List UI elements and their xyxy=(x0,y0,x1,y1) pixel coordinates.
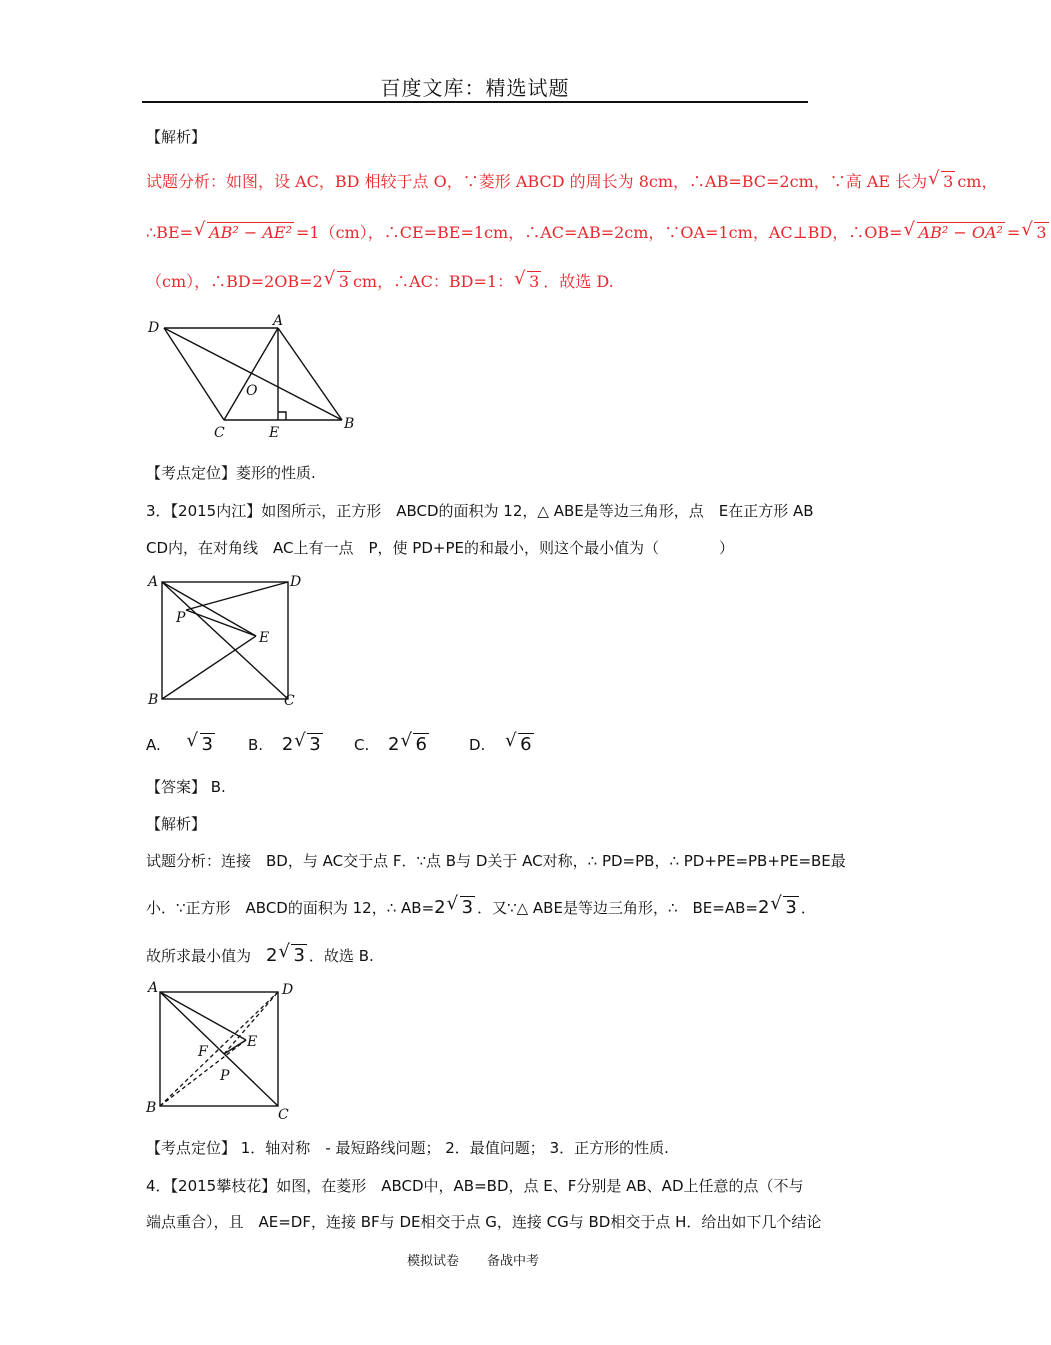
explanation-line-1: 试题分析：连接 BD，与 AC交于点 F．∵点 B与 D关于 AC对称，∴ PD=PB，∴ PD+PE=PB+PE=BE最 xyxy=(146,852,846,870)
segment-pd xyxy=(186,582,288,610)
option-d-value: √ 6 xyxy=(506,733,533,755)
question-3-line-2: CD内，在对角线 AC上有一点 P，使 PD+PE的和最小，则这个最小值为（ ） xyxy=(146,539,734,557)
point-label-a: A xyxy=(148,574,159,590)
right-angle-mark xyxy=(278,412,286,420)
point-label-p: P xyxy=(220,1068,230,1084)
header-divider xyxy=(142,101,808,103)
question-4-line-2: 端点重合），且 AE=DF，连接 BF与 DE相交于点 G，连接 CG与 BD相交于点 H．给出如下几个结论 xyxy=(146,1213,822,1231)
square-solution-figure xyxy=(140,976,310,1126)
footer-left: 模拟试卷 xyxy=(407,1254,460,1269)
point-label-f: F xyxy=(198,1044,208,1060)
knowledge-point-1: 【考点定位】菱形的性质. xyxy=(146,464,316,482)
diagonal-bd xyxy=(164,328,342,420)
answer-line: 【答案】 B. xyxy=(146,778,226,796)
sqrt-3-radical-2: √ 3 xyxy=(1022,222,1048,242)
point-label-d: D xyxy=(290,574,302,590)
explanation-line-3: 故所求最小值为 2√ 3 ．故选 B. xyxy=(146,944,374,966)
sqrt-ab-oa-radical: √ AB² − OA² xyxy=(905,222,1005,242)
solution-line-3: （cm），∴BD=2OB=2√ 3 cm，∴AC：BD=1：√ 3 ．故选 D. xyxy=(146,269,614,292)
sqrt-3-ab: √ 3 xyxy=(448,896,475,918)
option-d: D. √ 6 xyxy=(469,733,536,755)
analysis-label-2: 【解析】 xyxy=(146,815,207,833)
side-cd xyxy=(164,328,224,420)
solution-line-1-text: 试题分析：如图，设 AC，BD 相较于点 O，∵菱形 ABCD 的周长为 8cm，∴AB=BC=2cm，∵高 AE 长为 xyxy=(146,172,928,191)
point-label-b: B xyxy=(148,692,159,708)
sqrt-3-be: √ 3 xyxy=(771,896,798,918)
rhombus-figure xyxy=(140,312,370,442)
sqrt-3-radical-3: √ 3 xyxy=(325,271,351,291)
point-label-p: P xyxy=(176,610,186,626)
point-label-c: C xyxy=(278,1107,289,1123)
solution-line-2: ∴BE=√ AB² − AE² =1（cm），∴CE=BE=1cm，∴AC=AB=2cm，∵OA=1cm，AC⊥BD，∴OB=√ AB² − OA² =√ 3 xyxy=(146,220,1051,243)
option-a: A. √ 3 xyxy=(146,733,217,755)
diagonal-ac xyxy=(224,328,278,420)
point-label-c: C xyxy=(284,693,295,709)
analysis-label-1: 【解析】 xyxy=(146,128,207,146)
segment-pe xyxy=(186,610,256,636)
option-a-value: √ 3 xyxy=(188,733,215,755)
point-label-e: E xyxy=(259,630,270,646)
knowledge-point-2: 【考点定位】 1．轴对称 - 最短路线问题； 2．最值问题； 3．正方形的性质. xyxy=(146,1139,669,1157)
option-b: B. 2√ 3 xyxy=(248,733,325,755)
side-ab xyxy=(278,328,342,420)
point-label-d: D xyxy=(282,982,294,998)
option-c-value: √ 6 xyxy=(401,733,428,755)
solution-line-1: 试题分析：如图，设 AC，BD 相较于点 O，∵菱形 ABCD 的周长为 8cm，∴AB=BC=2cm，∵高 AE 长为√ 3 cm， xyxy=(146,169,997,192)
point-label-c: C xyxy=(214,425,225,441)
sqrt-3-radical: √ 3 xyxy=(929,171,955,191)
point-label-d: D xyxy=(148,320,160,336)
option-b-value: √ 3 xyxy=(295,733,322,755)
point-label-b: B xyxy=(344,416,355,432)
point-label-e: E xyxy=(269,425,280,441)
point-label-o: O xyxy=(246,383,258,399)
point-label-b: B xyxy=(146,1100,157,1116)
square-figure xyxy=(140,568,310,713)
point-label-a: A xyxy=(273,313,284,329)
sqrt-ab-ae-radical: √ AB² − AE² xyxy=(195,222,294,242)
segment-be xyxy=(162,636,256,699)
sqrt-3-min: √ 3 xyxy=(279,944,306,966)
option-c: C. 2√ 6 xyxy=(354,733,431,755)
question-4-line-1: 4．【2015攀枝花】如图，在菱形 ABCD中，AB=BD，点 E、F分别是 AB、AD上任意的点（不与 xyxy=(146,1177,804,1195)
footer-right: 备战中考 xyxy=(487,1254,540,1269)
sqrt-3-radical-4: √ 3 xyxy=(515,271,541,291)
point-label-e: E xyxy=(247,1034,258,1050)
page-header-title: 百度文库：精选试题 xyxy=(380,76,570,100)
explanation-line-2: 小．∵正方形 ABCD的面积为 12，∴ AB=2√ 3 ．又∵△ ABE是等边三角形，∴ BE=AB=2√ 3 ． xyxy=(146,896,816,918)
point-label-a: A xyxy=(148,980,159,996)
segment-ae xyxy=(162,582,256,636)
question-3-line-1: 3．【2015内江】如图所示，正方形 ABCD的面积为 12，△ ABE是等边三角形，点 E在正方形 AB xyxy=(146,502,814,520)
